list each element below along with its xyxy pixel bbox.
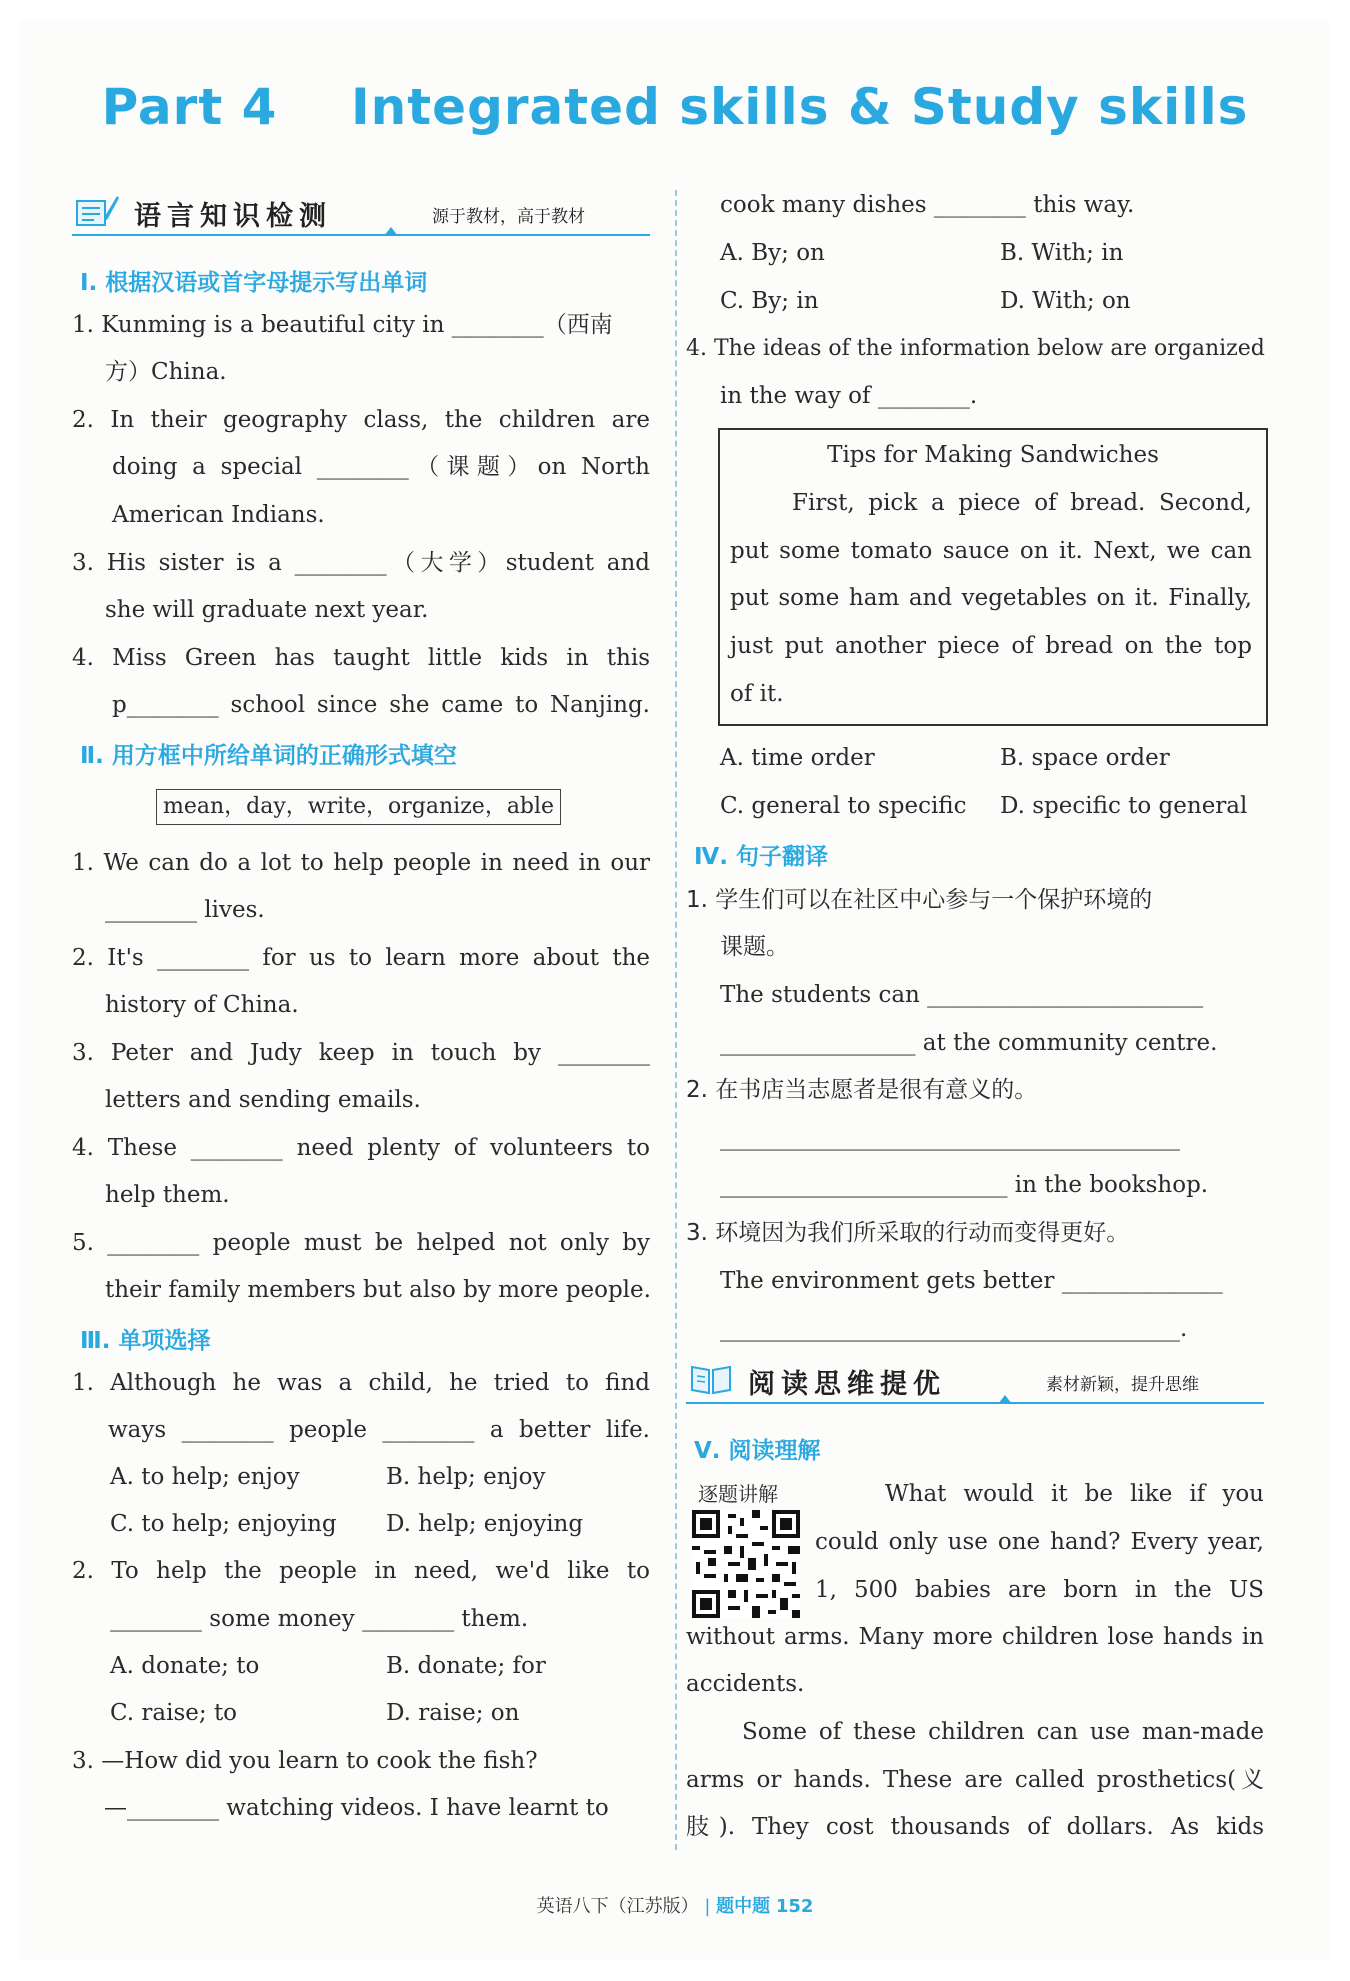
tips-title: Tips for Making Sandwiches — [827, 442, 1159, 468]
reading-line: 肢). They cost thousands of dollars. As kids — [686, 1814, 1264, 1840]
section-heading-3: Ⅲ. 单项选择 — [80, 1328, 211, 1354]
banner-language-knowledge — [72, 188, 650, 236]
option: B. donate; for — [386, 1653, 546, 1679]
question-line: 4. These ________ need plenty of volunteers to — [72, 1135, 650, 1161]
question-line: 课题。 — [720, 934, 789, 960]
section-heading-2: Ⅱ. 用方框中所给单词的正确形式填空 — [80, 743, 457, 769]
option: C. By; in — [720, 288, 819, 314]
option: A. to help; enjoy — [110, 1464, 300, 1490]
option: C. to help; enjoying — [110, 1511, 337, 1537]
question-line: ________ lives. — [105, 897, 265, 923]
question-line: —________ watching videos. I have learnt to — [104, 1795, 609, 1821]
footer-book: 英语八下（江苏版） — [536, 1896, 699, 1917]
question-line: 5. ________ people must be helped not only by — [72, 1230, 650, 1256]
reading-line: arms or hands. These are called prosthetics(义 — [686, 1767, 1264, 1793]
banner-reading — [686, 1356, 1264, 1404]
qr-code-icon[interactable] — [692, 1510, 800, 1618]
question-line: 3. His sister is a ________（大学）student and — [72, 550, 650, 576]
question-line: American Indians. — [112, 502, 325, 528]
question-line: 2. 在书店当志愿者是很有意义的。 — [686, 1077, 1038, 1103]
question-line: 2. To help the people in need, we'd like to — [72, 1558, 650, 1584]
question-line: 3. Peter and Judy keep in touch by ________ — [72, 1040, 650, 1066]
question-line: 1. 学生们可以在社区中心参与一个保护环境的 — [686, 887, 1153, 913]
question-line: _________________ at the community centre. — [720, 1030, 1218, 1056]
option: D. With; on — [1000, 288, 1131, 314]
reading-line: Some of these children can use man-made — [742, 1719, 1264, 1745]
question-line: The students can ________________________ — [720, 982, 1204, 1008]
tips-line: put some ham and vegetables on it. Finally, — [730, 585, 1252, 611]
option: A. time order — [720, 745, 875, 771]
question-line: help them. — [105, 1182, 230, 1208]
question-line: 4. Miss Green has taught little kids in this — [72, 645, 650, 671]
question-line: The environment gets better ______________ — [720, 1268, 1223, 1294]
question-line: 2. It's ________ for us to learn more about the — [72, 945, 650, 971]
option: B. help; enjoy — [386, 1464, 546, 1490]
option: D. help; enjoying — [386, 1511, 584, 1537]
tips-box — [718, 428, 1268, 726]
question-line: ________________________________________. — [720, 1316, 1188, 1342]
question-line: 1. Although he was a child, he tried to find — [72, 1370, 650, 1396]
qr-label: 逐题讲解 — [698, 1482, 778, 1506]
tips-line: First, pick a piece of bread. Second, — [792, 490, 1252, 516]
notebook-icon — [74, 192, 120, 234]
section-heading-4: Ⅳ. 句子翻译 — [694, 844, 829, 870]
reading-line: accidents. — [686, 1671, 805, 1697]
page-title: Part 4 Integrated skills & Study skills — [101, 78, 1249, 136]
tips-line: of it. — [730, 681, 784, 707]
section-heading-1: Ⅰ. 根据汉语或首字母提示写出单词 — [80, 270, 428, 296]
section-heading-5: Ⅴ. 阅读理解 — [694, 1438, 821, 1464]
question-line: letters and sending emails. — [105, 1087, 421, 1113]
option: B. space order — [1000, 745, 1170, 771]
question-line: 4. The ideas of the information below are organized — [686, 336, 1265, 361]
banner-subtitle: 素材新颖，提升思维 — [1046, 1375, 1199, 1395]
question-line: 1. We can do a lot to help people in need in our — [72, 850, 650, 876]
option: A. donate; to — [110, 1653, 260, 1679]
question-line: history of China. — [105, 992, 299, 1018]
footer-brand: 题中题 — [716, 1896, 771, 1917]
banner-title: 语言知识检测 — [134, 201, 332, 232]
footer: 英语八下（江苏版） | 题中题 152 — [536, 1896, 814, 1917]
question-line: 2. In their geography class, the children are — [72, 407, 650, 433]
banner-subtitle: 源于教材，高于教材 — [432, 207, 585, 227]
banner-marker — [384, 227, 398, 236]
question-line: 方）China. — [105, 359, 227, 385]
tips-line: just put another piece of bread on the top — [730, 633, 1252, 659]
question-line: cook many dishes ________ this way. — [720, 192, 1135, 218]
question-line: doing a special ________（课题）on North — [112, 454, 650, 480]
option: C. raise; to — [110, 1700, 238, 1726]
question-line: she will graduate next year. — [105, 597, 429, 623]
question-line: _________________________ in the bookshop. — [720, 1172, 1209, 1198]
reading-line: What would it be like if you — [885, 1481, 1264, 1507]
option: C. general to specific — [720, 793, 967, 819]
option: D. specific to general — [1000, 793, 1248, 819]
tips-line: put some tomato sauce on it. Next, we can — [730, 538, 1252, 564]
book-icon — [688, 1362, 734, 1400]
word-box: mean，day，write，organize，able — [156, 789, 561, 825]
reading-line: 1, 500 babies are born in the US — [815, 1577, 1264, 1603]
banner-title: 阅读思维提优 — [748, 1369, 946, 1400]
option: A. By; on — [720, 240, 825, 266]
question-line: ________________________________________ — [720, 1125, 1180, 1151]
question-line: p________ school since she came to Nanjing. — [112, 692, 650, 718]
reading-line: could only use one hand? Every year, — [815, 1529, 1264, 1555]
question-line: 3. 环境因为我们所采取的行动而变得更好。 — [686, 1220, 1130, 1246]
option: D. raise; on — [386, 1700, 520, 1726]
question-line: in the way of ________. — [720, 383, 978, 409]
question-line: 3. —How did you learn to cook the fish? — [72, 1748, 538, 1774]
question-line: ways ________ people ________ a better life. — [108, 1417, 650, 1443]
reading-line: without arms. Many more children lose hands in — [686, 1624, 1264, 1650]
column-divider — [675, 190, 677, 1850]
banner-marker — [998, 1395, 1012, 1404]
question-line: their family members but also by more people. — [105, 1277, 651, 1303]
page-number: 152 — [775, 1896, 814, 1917]
option: B. With; in — [1000, 240, 1124, 266]
question-line: 1. Kunming is a beautiful city in ________（西南 — [72, 312, 613, 338]
question-line: ________ some money ________ them. — [110, 1606, 529, 1632]
